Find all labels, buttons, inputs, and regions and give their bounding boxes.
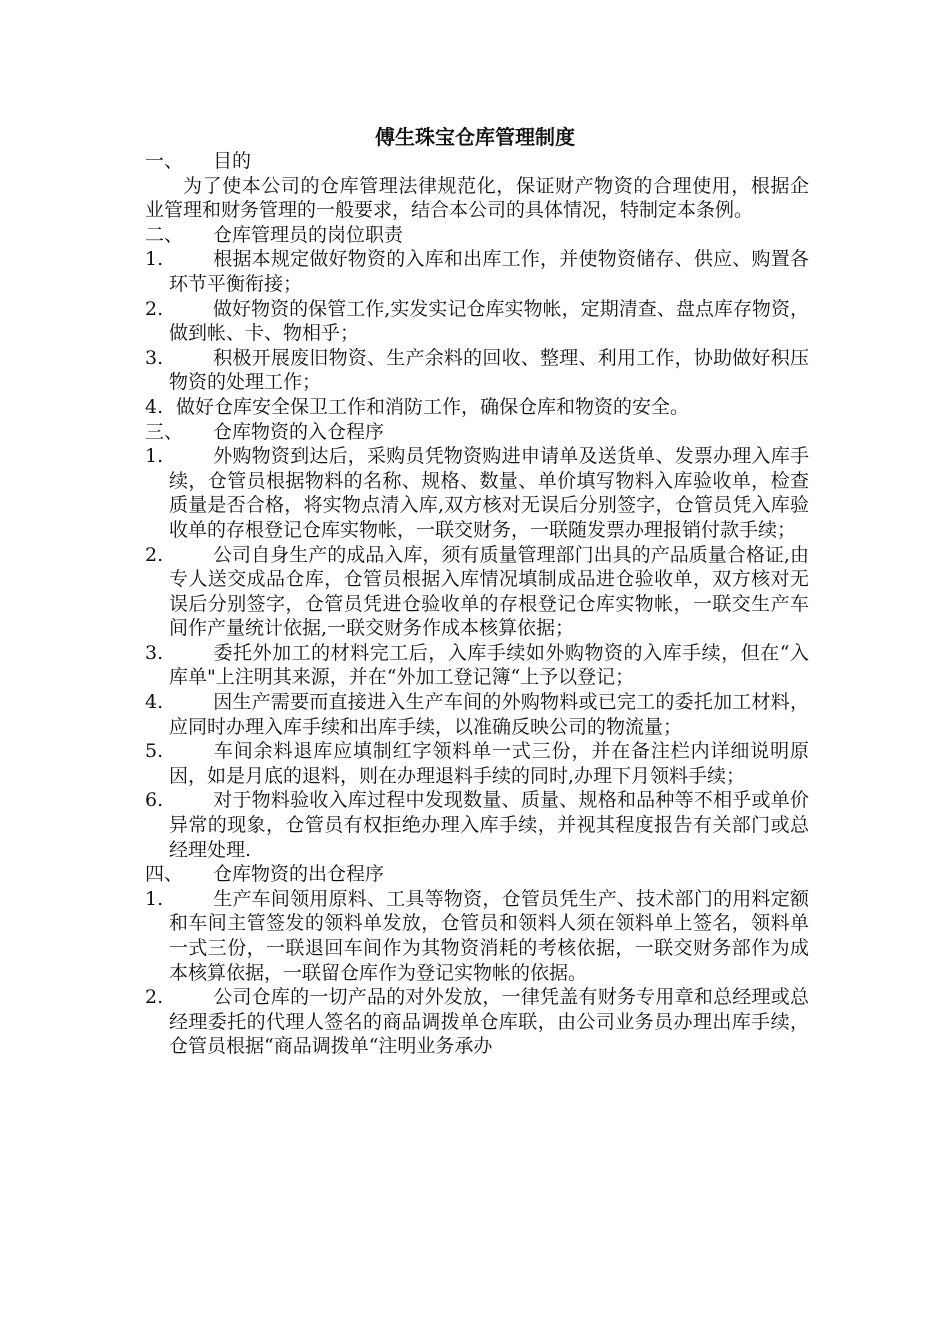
item-number: 4.	[145, 395, 164, 418]
list-item	[145, 247, 809, 296]
list-item	[145, 788, 809, 862]
list-item	[145, 395, 809, 420]
item-text: 积极开展废旧物资、生产余料的回收、整理、利用工作，协助做好积压物资的处理工作；	[169, 346, 809, 394]
list-item	[145, 543, 809, 641]
section-title: 仓库物资的出仓程序	[213, 863, 385, 886]
section-title: 仓库管理员的岗位职责	[213, 223, 404, 246]
list-item	[145, 739, 809, 788]
item-number: 2.	[145, 297, 164, 320]
section-heading-inbound	[145, 420, 809, 445]
section-heading-purpose	[145, 149, 809, 174]
list-item	[145, 297, 809, 346]
item-text: 根据本规定做好物资的入库和出库工作，并使物资储存、供应、购置各环节平衡衔接；	[169, 248, 809, 295]
section-title: 仓库物资的入仓程序	[213, 420, 385, 443]
item-text: 车间余料退库应填制红字领料单一式三份，并在备注栏内详细说明原因，如是月底的退料，则在办理退料手续的同时,办理下月领料手续；	[169, 740, 809, 787]
item-number: 5.	[145, 740, 164, 763]
section-number: 四、	[145, 863, 184, 886]
list-item	[145, 985, 809, 1059]
item-number: 3.	[145, 641, 164, 664]
item-number: 4.	[145, 691, 164, 714]
item-text: 因生产需要而直接进入生产车间的外购物料或已完工的委托加工材料，应同时办理入库手续和出库手续，以准确反映公司的物流量；	[169, 691, 809, 738]
document-body	[145, 149, 809, 1059]
item-text: 做好仓库安全保卫工作和消防工作，确保仓库和物资的安全。	[176, 395, 690, 418]
list-item	[145, 690, 809, 739]
section-number: 一、	[145, 150, 184, 172]
list-item	[145, 444, 809, 542]
item-text: 公司自身生产的成品入库，须有质量管理部门出具的产品质量合格证,由专人送交成品仓库，仓管员根据入库情况填制成品进仓验收单，双方核对无误后分别签字，仓管员凭进仓验收单的存根登记仓库实物帐，一联交生产车间作产量统计依据,一联交财务作成本核算依据；	[169, 543, 809, 640]
section-heading-duties	[145, 223, 809, 248]
purpose-paragraph: 为了使本公司的仓库管理法律规范化，保证财产物资的合理使用，根据企业管理和财务管理的一般要求，结合本公司的具体情况，特制定本条例。	[145, 174, 809, 222]
item-number: 2.	[145, 543, 164, 566]
item-text: 对于物料验收入库过程中发现数量、质量、规格和品种等不相乎或单价异常的现象，仓管员有权拒绝办理入库手续，并视其程度报告有关部门或总经理处理.	[169, 789, 809, 861]
item-text: 外购物资到达后，采购员凭物资购进申请单及送货单、发票办理入库手续，仓管员根据物料的名称、规格、数量、单价填写物料入库验收单，检查质量是否合格，将实物点清入库,双方核对无误后分别签字，仓管员凭入库验收单的存根登记仓库实物帐，一联交财务，一联随发票办理报销付款手续；	[169, 445, 809, 541]
list-item	[145, 641, 809, 690]
item-number: 1.	[145, 248, 164, 271]
item-number: 1.	[145, 445, 164, 468]
item-text: 委托外加工的材料完工后，入库手续如外购物资的入库手续，但在“入库单"上注明其来源，并在“外加工登记簿“上予以登记；	[169, 641, 809, 689]
section-number: 二、	[145, 223, 184, 246]
section-number: 三、	[145, 420, 184, 443]
item-number: 2.	[145, 986, 164, 1009]
item-text: 公司仓库的一切产品的对外发放，一律凭盖有财务专用章和总经理或总经理委托的代理人签名的商品调拨单仓库联，由公司业务员办理出库手续，仓管员根据“商品调拨单“注明业务承办	[169, 986, 809, 1058]
section-title: 目的	[213, 150, 252, 172]
item-number: 3.	[145, 346, 164, 369]
item-text: 生产车间领用原料、工具等物资，仓管员凭生产、技术部门的用料定额和车间主管签发的领料单发放，仓管员和领料人须在领料单上签名，领料单一式三份，一联退回车间作为其物资消耗的考核依据，一联交财务部作为成本核算依据，一联留仓库作为登记实物帐的依据。	[169, 887, 809, 984]
list-item	[145, 346, 809, 395]
item-text: 做好物资的保管工作,实发实记仓库实物帐，定期清查、盘点库存物资，做到帐、卡、物相乎；	[169, 297, 809, 345]
item-number: 6.	[145, 789, 164, 812]
section-heading-outbound	[145, 862, 809, 887]
list-item	[145, 887, 809, 985]
document-title: 傅生珠宝仓库管理制度	[375, 125, 575, 149]
item-number: 1.	[145, 887, 164, 910]
